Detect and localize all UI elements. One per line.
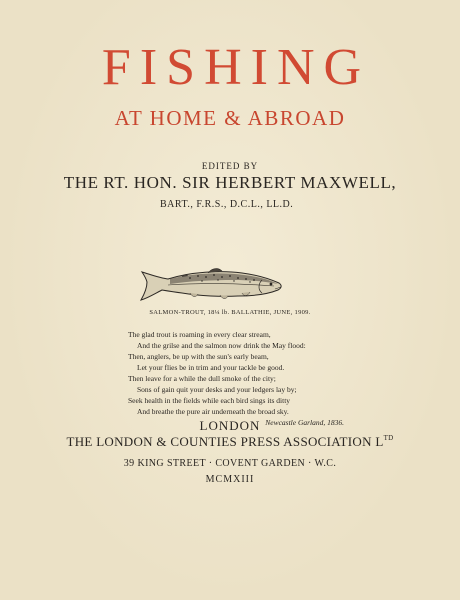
poem-line: Then, anglers, be up with the sun's early beam, xyxy=(128,352,269,361)
editor-name: THE RT. HON. SIR HERBERT MAXWELL, xyxy=(63,173,397,192)
publisher-suffix: TD xyxy=(383,434,394,442)
imprint-publisher xyxy=(0,434,460,450)
book-title: FISHING xyxy=(101,39,371,96)
publisher-name: THE LONDON & COUNTIES PRESS ASSOCIATION L xyxy=(66,434,384,449)
epigraph-poem xyxy=(128,329,358,428)
salmon-trout-fish-icon xyxy=(138,262,286,304)
poem-line: Sons of gain quit your desks and your ledgers lay by; xyxy=(137,385,297,394)
editor-degrees: BART., F.R.S., D.C.L., LL.D. xyxy=(160,199,294,210)
edited-by-label: EDITED BY xyxy=(201,161,259,171)
imprint-city: LONDON xyxy=(199,418,261,433)
poem-line: And the grilse and the salmon now drink the May flood: xyxy=(137,341,306,350)
poem-line: Then leave for a while the dull smoke of the city; xyxy=(128,374,276,383)
poem-line: The glad trout is roaming in every clear stream, xyxy=(128,330,271,339)
illustration-caption: SALMON-TROUT, 18¼ lb. BALLATHIE, JUNE, 1909. xyxy=(149,309,311,316)
imprint-year: MCMXIII xyxy=(205,474,255,485)
poem-attribution: Newcastle Garland, 1836. xyxy=(265,418,344,427)
book-subtitle: AT HOME & ABROAD xyxy=(114,106,346,130)
poem-line: Let your flies be in trim and your tackle be good. xyxy=(137,363,285,372)
poem-line: Seek health in the fields while each bird sings its ditty xyxy=(128,396,291,405)
imprint-address: 39 KING STREET · COVENT GARDEN · W.C. xyxy=(123,458,337,469)
poem-line: And breathe the pure air underneath the broad sky. xyxy=(137,407,289,416)
